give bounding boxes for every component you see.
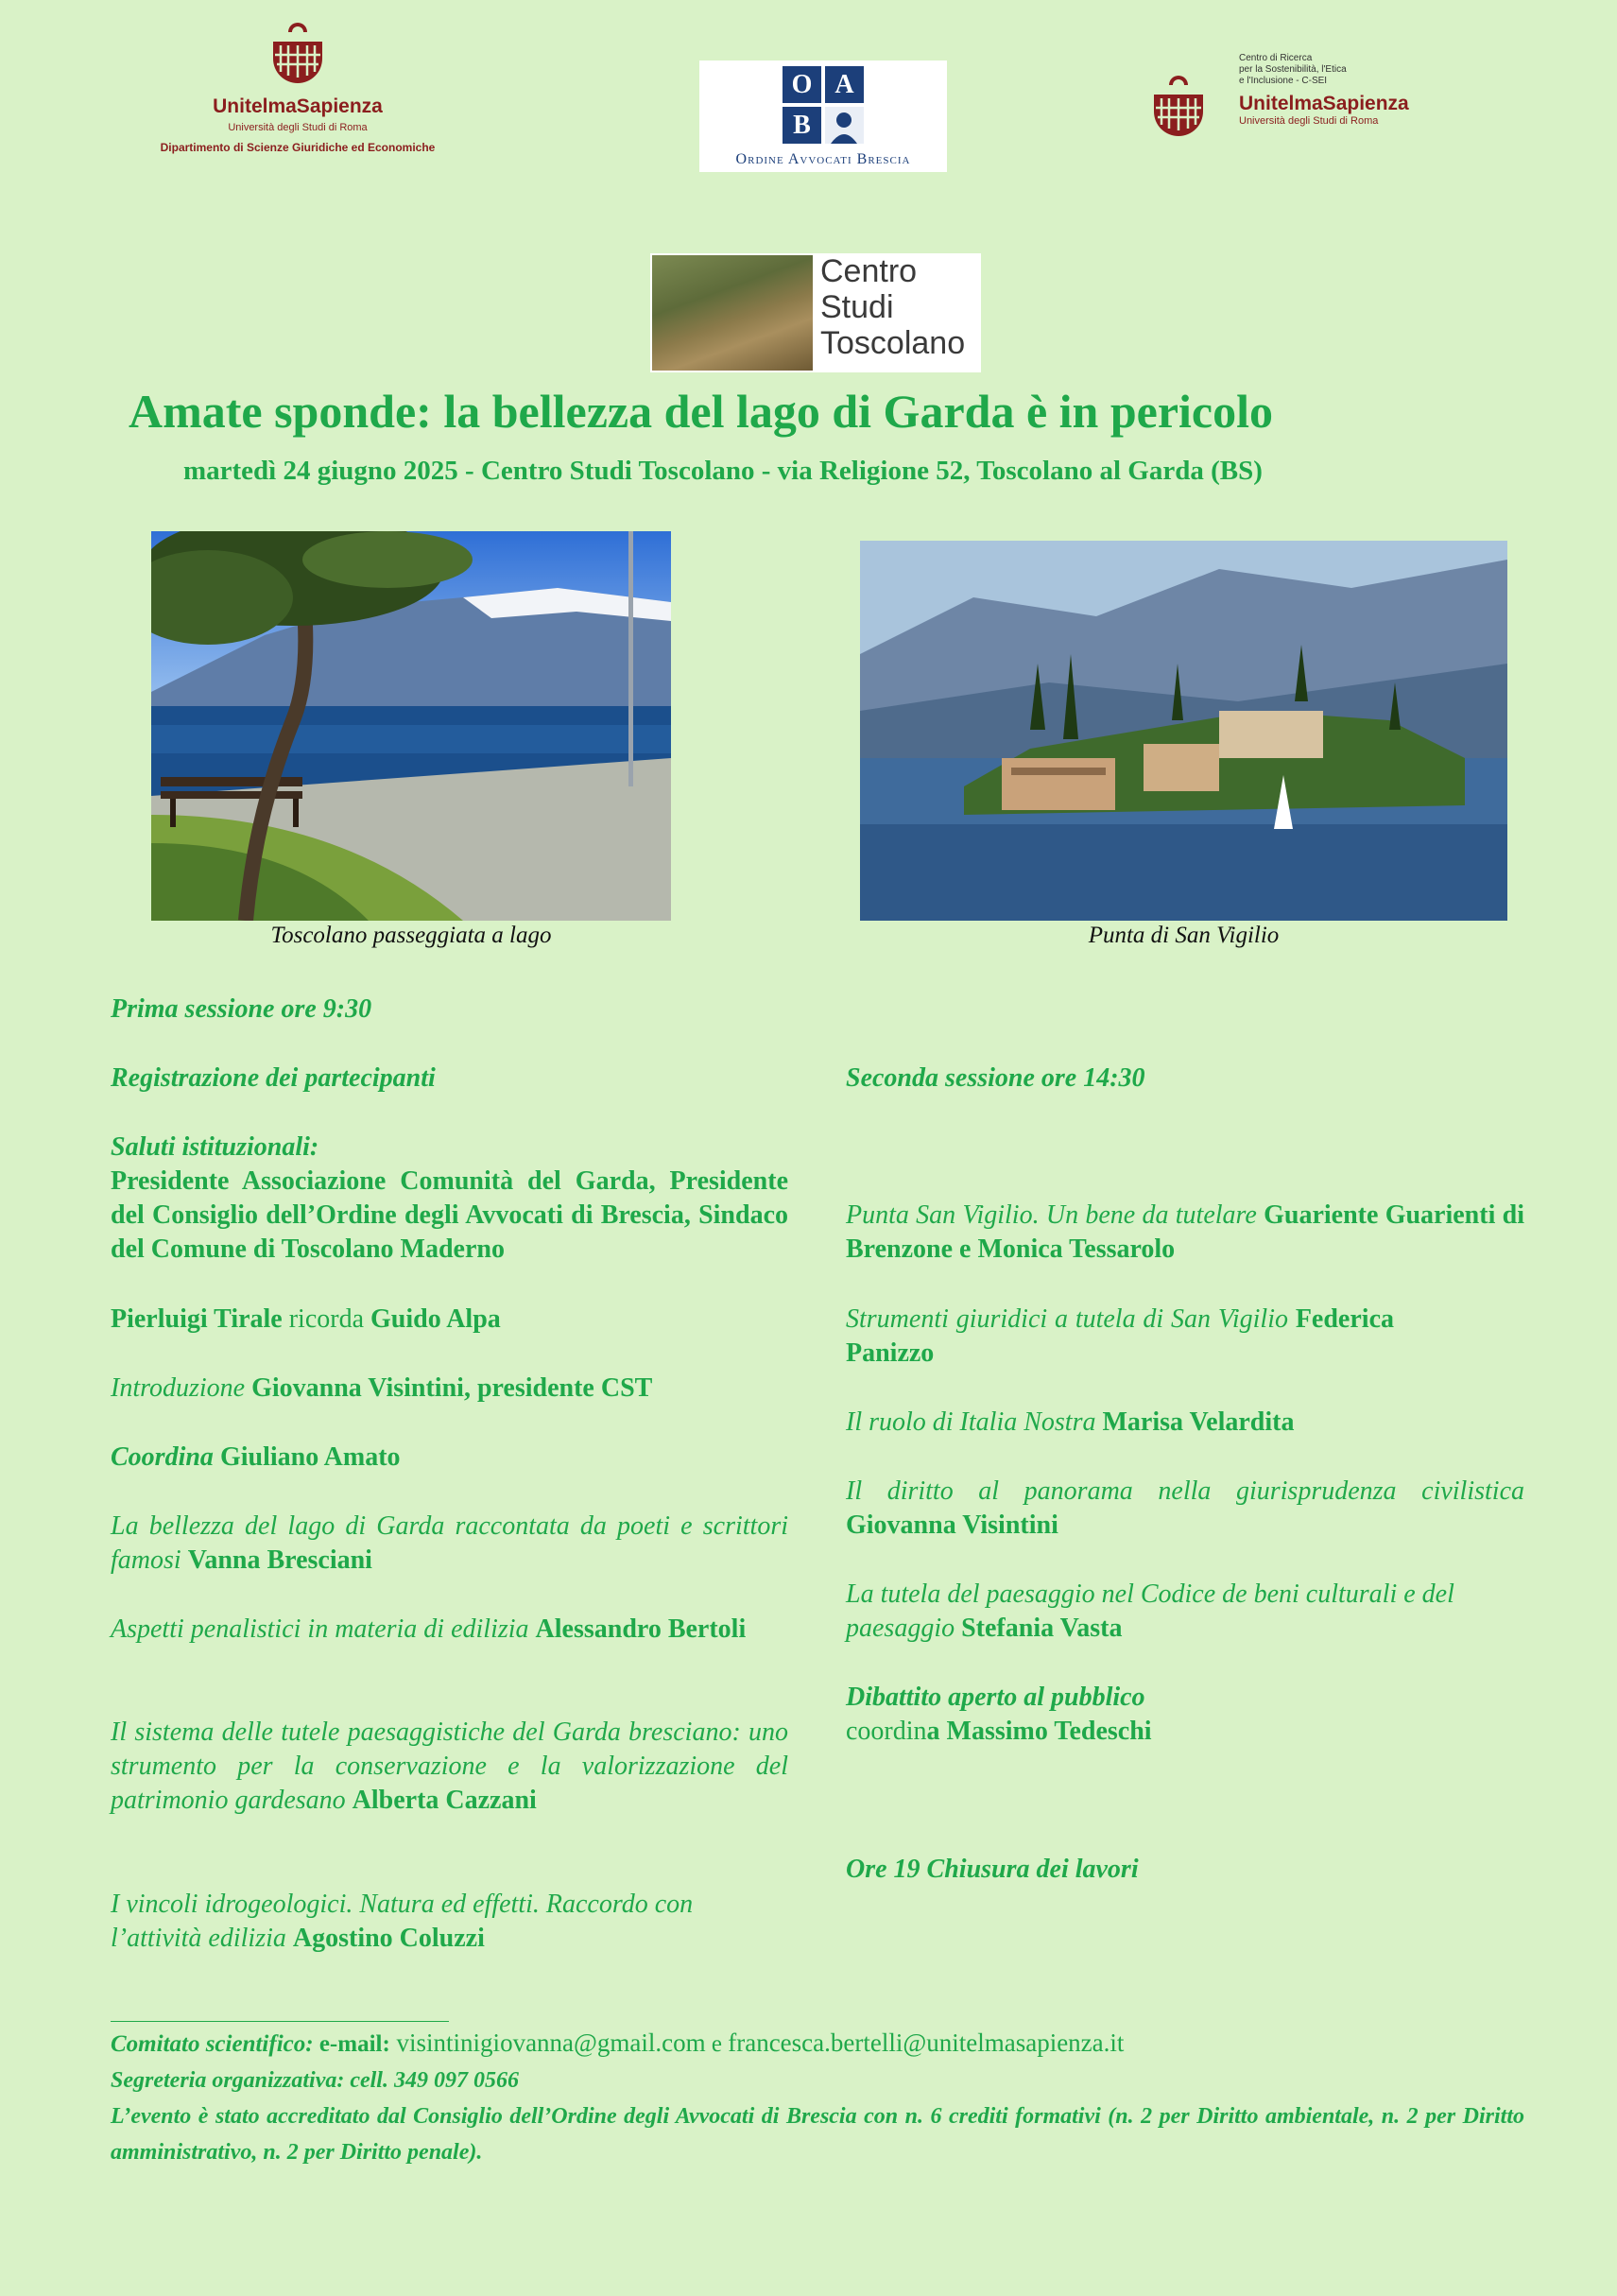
intro-name: Giovanna Visintini, presidente CST	[251, 1373, 653, 1403]
debate: Dibattito aperto al pubblico	[846, 1683, 1145, 1712]
talk-r4-title: Il diritto al panorama nella giurisprudenza civilistica	[846, 1476, 1524, 1506]
email-2: francesca.bertelli@unitelmasapienza.it	[728, 2028, 1125, 2057]
talk-r2	[846, 1303, 1394, 1371]
tirale-name: Pierluigi Tirale	[111, 1304, 283, 1334]
oab-logo	[699, 60, 947, 172]
talk-r2-title: Strumenti giuridici a tutela di San Vigilio	[846, 1304, 1296, 1334]
cesi-line-1: Centro di Ricerca	[1239, 53, 1313, 63]
footer-accreditation: L’evento è stato accreditato dal Consiglio dell’Ordine degli Avvocati di Brescia con n. 6 crediti formativi (n. 2 per Diritto ambientale, n. 2 per Diritto amministrativo, n. 2 per Diritto penale).	[111, 2104, 1524, 2165]
talk-r1-speaker: Guariente Guarienti di Brenzone e Monica Tessarolo	[846, 1200, 1524, 1264]
coord-name: Giuliano Amato	[213, 1442, 401, 1472]
right-brand: UnitelmaSapienza	[1239, 93, 1409, 114]
email-1: visintinigiovanna@gmail.com	[389, 2028, 706, 2057]
oab-cell-o: O	[783, 66, 821, 103]
talk-r3-speaker: Marisa Velardita	[1102, 1407, 1295, 1437]
caption-toscolano: Toscolano passeggiata a lago	[270, 923, 552, 948]
talk-2-title: Aspetti penalistici in materia di edilizia	[111, 1614, 536, 1644]
talk-4-speaker: Agostino Coluzzi	[292, 1924, 485, 1953]
saluti-text: Presidente Associazione Comunità del Garda, Presidente del Consiglio dell’Ordine degli Avvocati di Brescia, Sindaco del Comune di Toscolano Maderno	[111, 1166, 788, 1264]
oab-label: Ordine Avvocati Brescia	[735, 151, 911, 167]
talk-1-title: La bellezza del lago di Garda raccontata da poeti e scrittori famosi	[111, 1511, 788, 1575]
unitelma-logo-left	[142, 19, 454, 154]
cst-logo	[650, 253, 981, 372]
tirale-obj: Guido Alpa	[370, 1304, 501, 1334]
intro-label: Introduzione	[111, 1373, 252, 1403]
footer	[111, 2025, 1524, 2170]
talk-1-speaker: Vanna Bresciani	[187, 1545, 372, 1575]
cst-line-1: Centro	[820, 253, 918, 289]
registration: Registrazione dei partecipanti	[111, 1063, 436, 1093]
tirale-line	[111, 1303, 788, 1337]
talk-r3-title: Il ruolo di Italia Nostra	[846, 1407, 1103, 1437]
talk-r4	[846, 1475, 1524, 1543]
talk-r5-speaker: Stefania Vasta	[961, 1614, 1123, 1643]
saluti-label: Saluti istituzionali:	[111, 1132, 319, 1162]
oab-portrait-icon	[825, 107, 864, 144]
intro-line	[111, 1372, 788, 1406]
talk-2	[111, 1613, 788, 1647]
cst-line-3: Toscolano	[820, 325, 966, 361]
talk-r1	[846, 1199, 1524, 1267]
session-2-heading: Seconda sessione ore 14:30	[846, 1063, 1145, 1093]
cesi-line-2: per la Sostenibilità, l'Etica	[1239, 64, 1347, 75]
oab-grid	[783, 66, 864, 144]
talk-4	[111, 1888, 788, 1956]
talk-r2-speaker: Federica Panizzo	[846, 1304, 1394, 1368]
talk-r5	[846, 1578, 1524, 1646]
talk-r1-title: Punta San Vigilio. Un bene da tutelare	[846, 1200, 1264, 1230]
debate-coord-b: a Massimo Tedeschi	[926, 1717, 1152, 1746]
talk-r4-speaker: Giovanna Visintini	[846, 1511, 1058, 1540]
cst-line-2: Studi	[820, 289, 894, 325]
tirale-mid: ricorda	[282, 1304, 371, 1334]
footer-secretary: Segreteria organizzativa: cell. 349 097 0566	[111, 2068, 519, 2093]
session-1-heading: Prima sessione ore 9:30	[111, 994, 372, 1024]
unitelma-emblem-icon-right	[1148, 72, 1209, 144]
closing: Ore 19 Chiusura dei lavori	[846, 1855, 1139, 1884]
caption-san-vigilio: Punta di San Vigilio	[1088, 923, 1280, 948]
page-subtitle: martedì 24 giugno 2025 - Centro Studi Toscolano - via Religione 52, Toscolano al Garda (BS)	[183, 456, 1263, 486]
cst-painting	[652, 255, 813, 371]
photo-toscolano	[151, 531, 671, 921]
left-dept: Dipartimento di Scienze Giuridiche ed Economiche	[160, 141, 436, 154]
talk-1	[111, 1510, 788, 1578]
coord-line	[111, 1441, 788, 1475]
right-sub: Università degli Studi di Roma	[1239, 115, 1379, 127]
talk-r3	[846, 1406, 1524, 1440]
photo-san-vigilio	[860, 541, 1507, 921]
left-brand: UnitelmaSapienza	[213, 95, 383, 117]
talk-3-title: Il sistema delle tutele paesaggistiche del Garda bresciano: uno strumento per la conservazione e la valorizzazione del patrimonio gardesano	[111, 1718, 788, 1815]
unitelma-emblem-icon	[267, 19, 328, 91]
cesi-line-3: e l'Inclusione - C-SEI	[1239, 76, 1328, 86]
and: e	[705, 2031, 729, 2057]
footer-committee	[111, 2025, 1524, 2063]
unitelma-logo-right	[1148, 53, 1460, 127]
debate-coord	[846, 1715, 1152, 1749]
oab-cell-a: A	[825, 66, 864, 103]
talk-2-speaker: Alessandro Bertoli	[535, 1614, 747, 1644]
email-label: e-mail:	[313, 2031, 390, 2057]
talk-r5-title: La tutela del paesaggio nel Codice de beni culturali e del paesaggio	[846, 1580, 1454, 1643]
talk-3	[111, 1716, 788, 1818]
talk-4-title: I vincoli idrogeologici. Natura ed effetti. Raccordo con l’attività edilizia	[111, 1890, 694, 1953]
committee-label: Comitato scientifico:	[111, 2031, 314, 2057]
cst-text	[820, 253, 965, 361]
footer-rule	[111, 2021, 449, 2022]
oab-cell-b: B	[783, 107, 821, 144]
left-sub: Università degli Studi di Roma	[228, 122, 368, 133]
talk-3-speaker: Alberta Cazzani	[352, 1786, 537, 1815]
debate-coord-a: coordin	[846, 1717, 927, 1746]
page-title: Amate sponde: la bellezza del lago di Garda è in pericolo	[129, 385, 1274, 438]
coord-label: Coordina	[111, 1442, 214, 1472]
